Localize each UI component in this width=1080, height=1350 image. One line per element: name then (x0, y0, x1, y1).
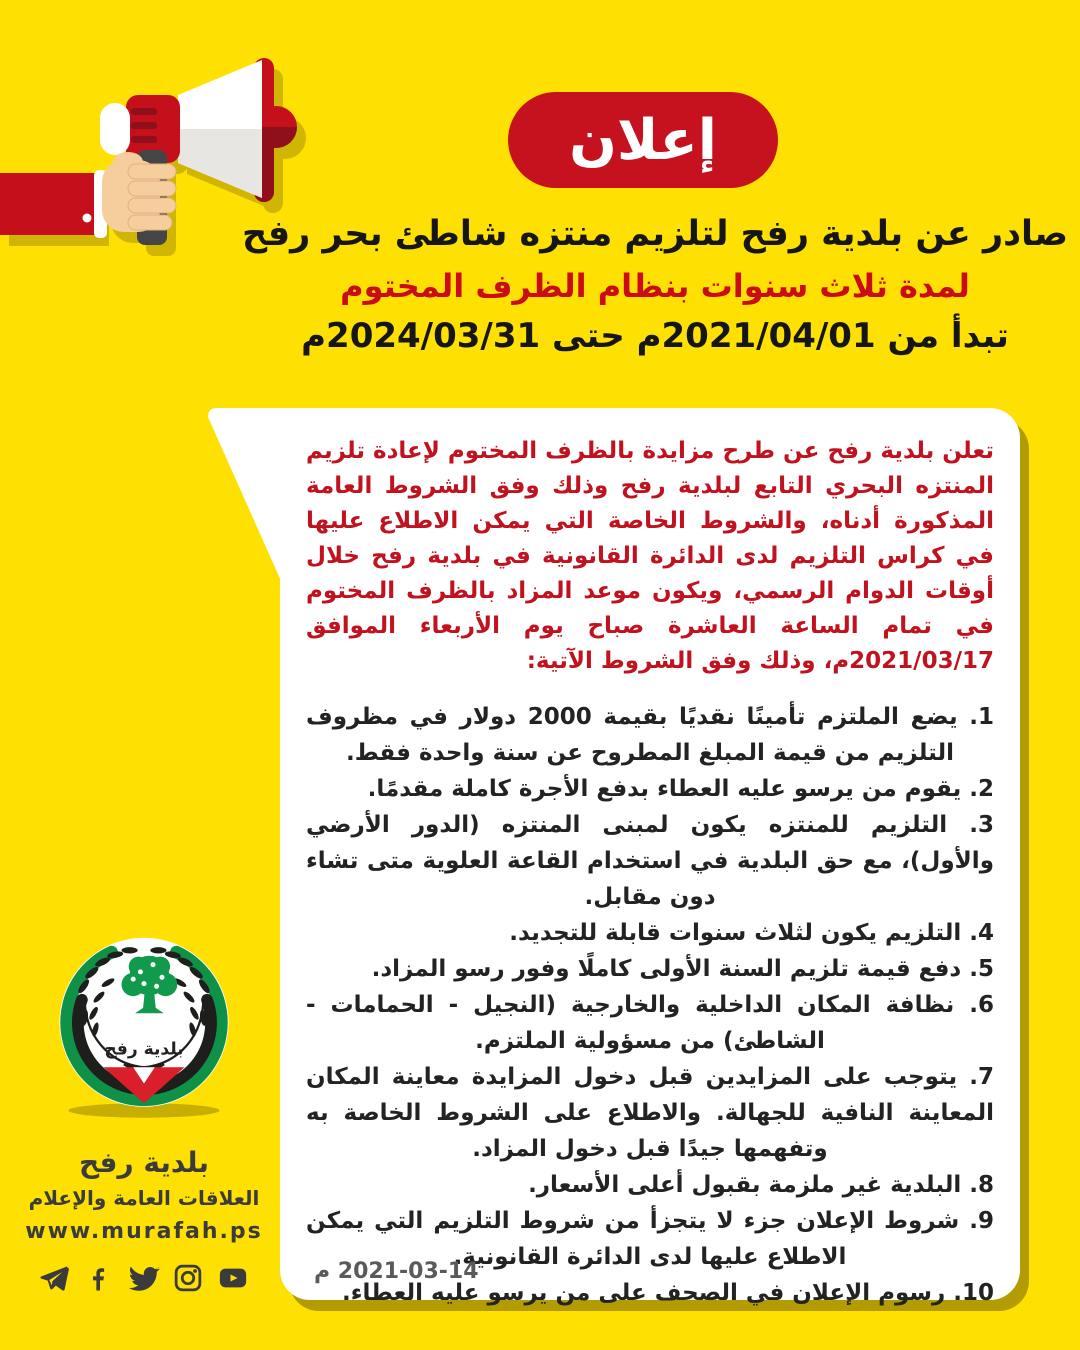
municipality-logo (54, 932, 234, 1118)
card-content (280, 408, 1020, 1306)
condition-item: 2. يقوم من يرسو عليه العطاء بدفع الأجرة كاملة مقدمًا. (367, 776, 994, 802)
announcement-badge-label: إعلان (569, 107, 717, 173)
condition-item: 6. نظافة المكان الداخلية والخارجية (النجيل - الحمامات - الشاطئ) من مسؤولية الملتزم. (306, 992, 994, 1054)
condition-item: 3. التلزيم للمنتزه يكون لمبنى المنتزه (الدور الأرضي والأول)، مع حق البلدية في استخدام القاعة العلوية متى تشاء دون مقابل. (306, 812, 994, 910)
condition-item: 8. البلدية غير ملزمة بقبول أعلى الأسعار. (528, 1172, 994, 1198)
condition-item: 9. شروط الإعلان جزء لا يتجزأ من شروط التلزيم التي يمكن الاطلاع عليها لدى الدائرة القانونية. (306, 1208, 994, 1270)
announcement-badge (508, 92, 778, 188)
announcement-card (280, 408, 1020, 1306)
facebook-icon[interactable] (83, 1263, 113, 1293)
title-line-3: تبدأ من 2021/04/01م حتى 2024/03/31م (301, 316, 1009, 356)
title-line-1: صادر عن بلدية رفح لتلزيم منتزه شاطئ بحر رفح (241, 214, 1069, 254)
condition-item: 10. رسوم الإعلان في الصحف على من يرسو عليه العطاء. (341, 1280, 994, 1306)
social-links (14, 1261, 274, 1295)
conditions-list (306, 699, 994, 1311)
title-line-2: لمدة ثلاث سنوات بنظام الظرف المختوم (340, 267, 970, 305)
intro-paragraph: تعلن بلدية رفح عن طرح مزايدة بالظرف المختوم لإعادة تلزيم المنتزه البحري التابع لبلدية رفح وذلك وفق الشروط العامة المذكورة أدناه، والشروط الخاصة التي يمكن الاطلاع عليها في كراس التلزيم لدى الدائرة القانونية في بلدية رفح خلال أوقات الدوام الرسمي، ويكون موعد المزاد بالظرف المختوم في تمام الساعة العاشرة صباح يوم الأربعاء الموافق 2021/03/17م، وذلك وفق الشروط الآتية: (306, 438, 994, 674)
website-link[interactable]: www.murafah.ps (25, 1219, 263, 1244)
footer-branding (14, 932, 274, 1295)
card-tail (208, 408, 286, 592)
organization-name: بلدية رفح (79, 1146, 209, 1179)
department-name: العلاقات العامة والإعلام (28, 1186, 260, 1210)
page-title (230, 212, 1080, 357)
condition-item: 7. يتوجب على المزايدين قبل دخول المزايدة معاينة المكان المعاينة النافية للجهالة. والاطلاع على الشروط الخاصة به وتفهمها جيدًا قبل دخول المزاد. (306, 1064, 994, 1162)
twitter-icon[interactable] (126, 1261, 160, 1295)
telegram-icon[interactable] (38, 1262, 70, 1294)
youtube-icon[interactable] (216, 1263, 250, 1293)
condition-item: 1. يضع الملتزم تأمينًا نقديًا بقيمة 2000 دولار في مظروف التلزيم من قيمة المبلغ المطروح عن سنة واحدة فقط. (306, 704, 994, 766)
logo-text: بلدية رفح (104, 1039, 184, 1060)
condition-item: 5. دفع قيمة تلزيم السنة الأولى كاملًا وفور رسو المزاد. (371, 956, 994, 982)
instagram-icon[interactable] (173, 1263, 203, 1293)
condition-item: 4. التلزيم يكون لثلاث سنوات قابلة للتجديد. (509, 920, 994, 946)
date-label: 2021-03-14 م (314, 1259, 479, 1284)
